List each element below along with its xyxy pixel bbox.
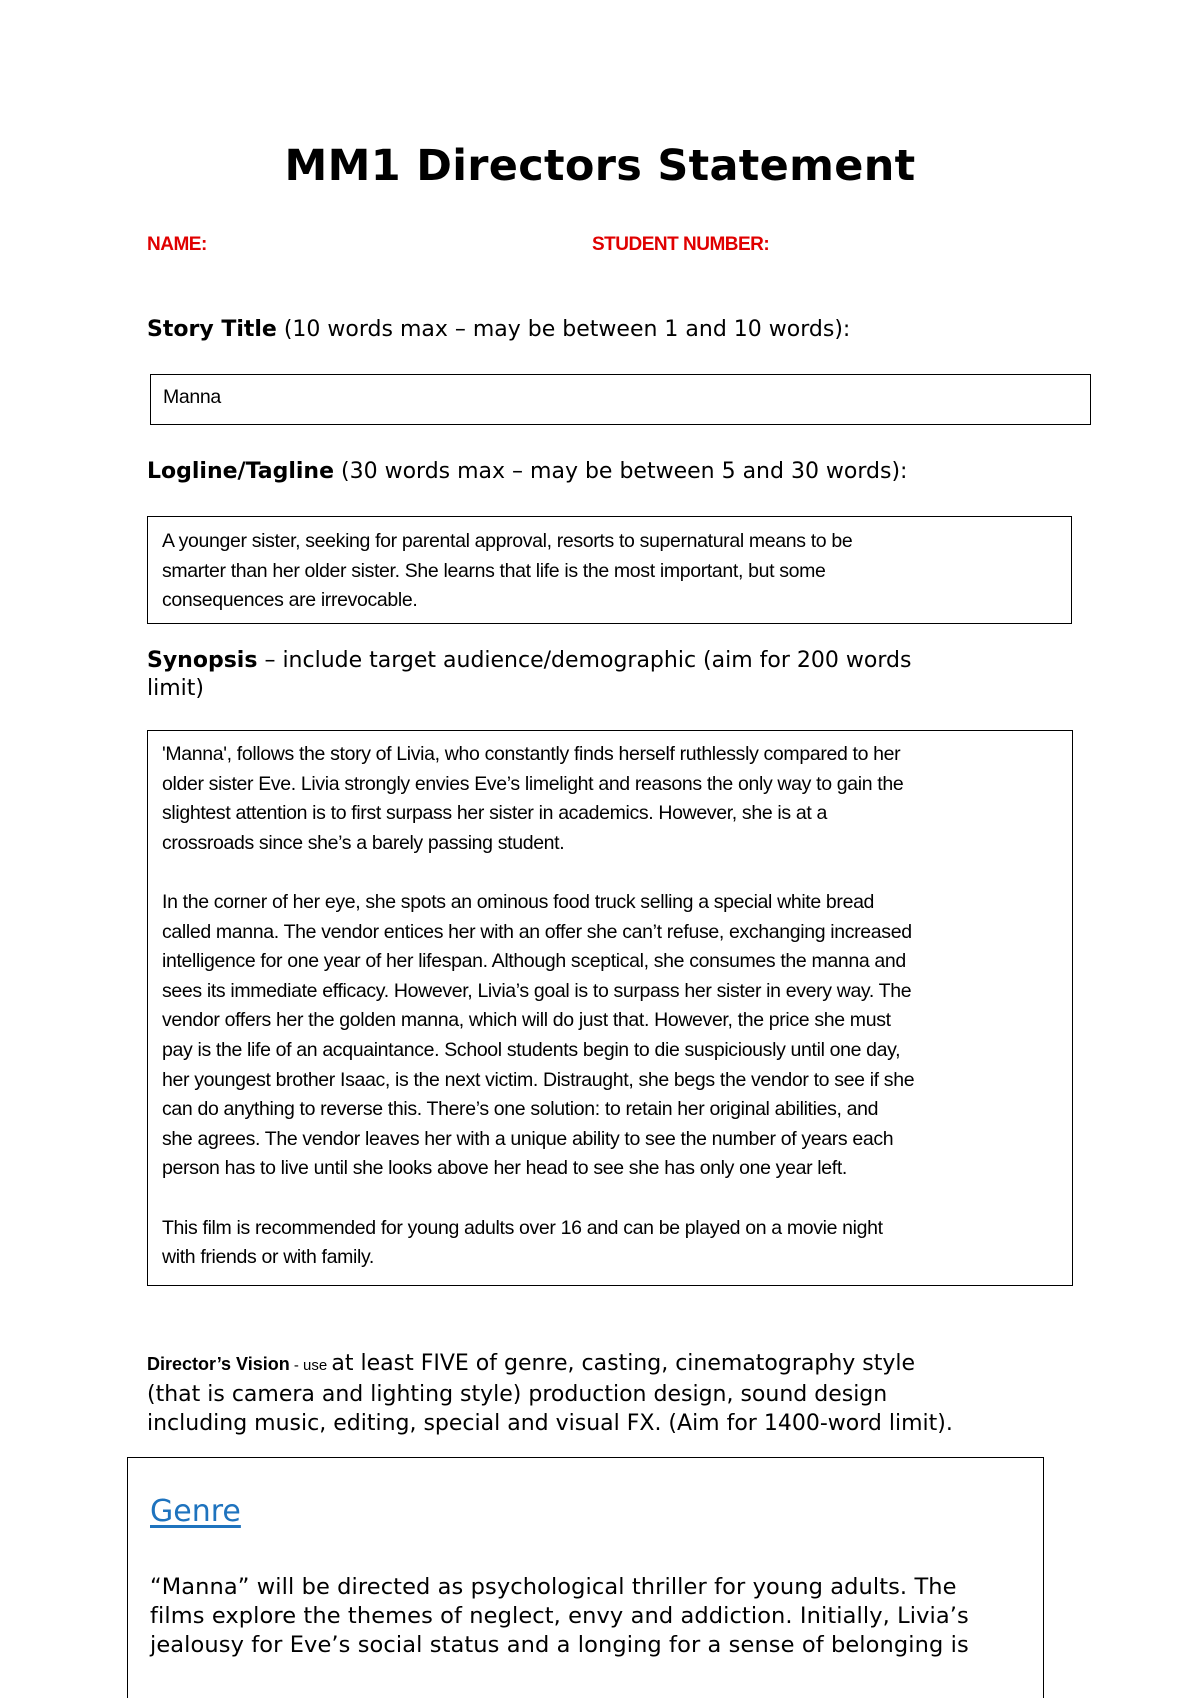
vision-heading [147, 1349, 953, 1438]
synopsis-heading [147, 647, 911, 703]
synopsis-line: her youngest brother Isaac, is the next victim. Distraught, she begs the vendor to see if she [162, 1068, 915, 1091]
synopsis-box[interactable] [147, 730, 1073, 1286]
synopsis-line: called manna. The vendor entices her with an offer she can’t refuse, exchanging increased [162, 920, 912, 943]
vision-line: including music, editing, special and visual FX. (Aim for 1400-word limit). [147, 1411, 953, 1436]
synopsis-hint-line1: – include target audience/demographic (aim for 200 words [257, 648, 912, 673]
synopsis-line: pay is the life of an acquaintance. School students begin to die suspiciously until one day, [162, 1038, 901, 1061]
synopsis-paragraph-3 [162, 1214, 1058, 1273]
synopsis-line: person has to live until she looks above her head to see she has only one year left. [162, 1157, 847, 1180]
synopsis-line: slightest attention is to first surpass her sister in academics. However, she is at a [162, 802, 827, 825]
synopsis-line: with friends or with family. [162, 1246, 374, 1269]
synopsis-hint-line2: limit) [147, 676, 204, 701]
synopsis-line: she agrees. The vendor leaves her with a unique ability to see the number of years each [162, 1127, 894, 1150]
vision-use-text: - use [289, 1357, 332, 1374]
synopsis-line: This film is recommended for young adults over 16 and can be played on a movie night [162, 1216, 883, 1239]
genre-text [150, 1573, 1040, 1660]
vision-line: at least FIVE of genre, casting, cinematography style [331, 1351, 916, 1376]
story-title-heading [147, 316, 850, 344]
story-title-box[interactable] [150, 374, 1091, 425]
logline-heading [147, 458, 907, 486]
synopsis-label: Synopsis [147, 648, 258, 673]
synopsis-line: sees its immediate efficacy. However, Livia’s goal is to surpass her sister in every way. The [162, 979, 912, 1002]
vision-label: Director’s Vision [147, 1354, 290, 1374]
synopsis-line: crossroads since she’s a barely passing student. [162, 831, 565, 854]
synopsis-line: In the corner of her eye, she spots an ominous food truck selling a special white bread [162, 890, 875, 913]
page-title: MM1 Directors Statement [284, 141, 916, 191]
synopsis-line: older sister Eve. Livia strongly envies Eve’s limelight and reasons the only way to gain the [162, 772, 904, 795]
logline-line: A younger sister, seeking for parental approval, resorts to supernatural means to be [162, 530, 853, 552]
synopsis-line: 'Manna', follows the story of Livia, who constantly finds herself ruthlessly compared to her [162, 743, 901, 765]
story-title-hint: (10 words max – may be between 1 and 10 words): [276, 317, 851, 342]
synopsis-line: vendor offers her the golden manna, which will do just that. However, the price she must [162, 1009, 891, 1032]
logline-label: Logline/Tagline [147, 459, 335, 484]
logline-line: consequences are irrevocable. [162, 589, 418, 612]
synopsis-line: intelligence for one year of her lifespan. Although sceptical, she consumes the manna and [162, 950, 906, 973]
genre-line: “Manna” will be directed as psychological thriller for young adults. The [150, 1574, 957, 1600]
vision-line: (that is camera and lighting style) production design, sound design [147, 1382, 888, 1407]
story-title-value: Manna [163, 386, 221, 408]
logline-hint: (30 words max – may be between 5 and 30 words): [334, 459, 908, 484]
logline-line: smarter than her older sister. She learns that life is the most important, but some [162, 559, 826, 582]
synopsis-line: can do anything to reverse this. There’s one solution: to retain her original abilities, and [162, 1098, 879, 1121]
name-label: NAME: [147, 234, 207, 255]
genre-line: films explore the themes of neglect, envy and addiction. Initially, Livia’s [150, 1603, 969, 1629]
logline-box[interactable] [147, 516, 1072, 624]
synopsis-paragraph-2 [162, 888, 1058, 1184]
genre-line: jealousy for Eve’s social status and a longing for a sense of belonging is [150, 1632, 969, 1658]
synopsis-paragraph-1 [162, 740, 1058, 858]
genre-box[interactable] [127, 1457, 1044, 1698]
story-title-label: Story Title [147, 317, 277, 342]
student-number-label: STUDENT NUMBER: [592, 234, 770, 255]
genre-heading: Genre [150, 1494, 241, 1529]
